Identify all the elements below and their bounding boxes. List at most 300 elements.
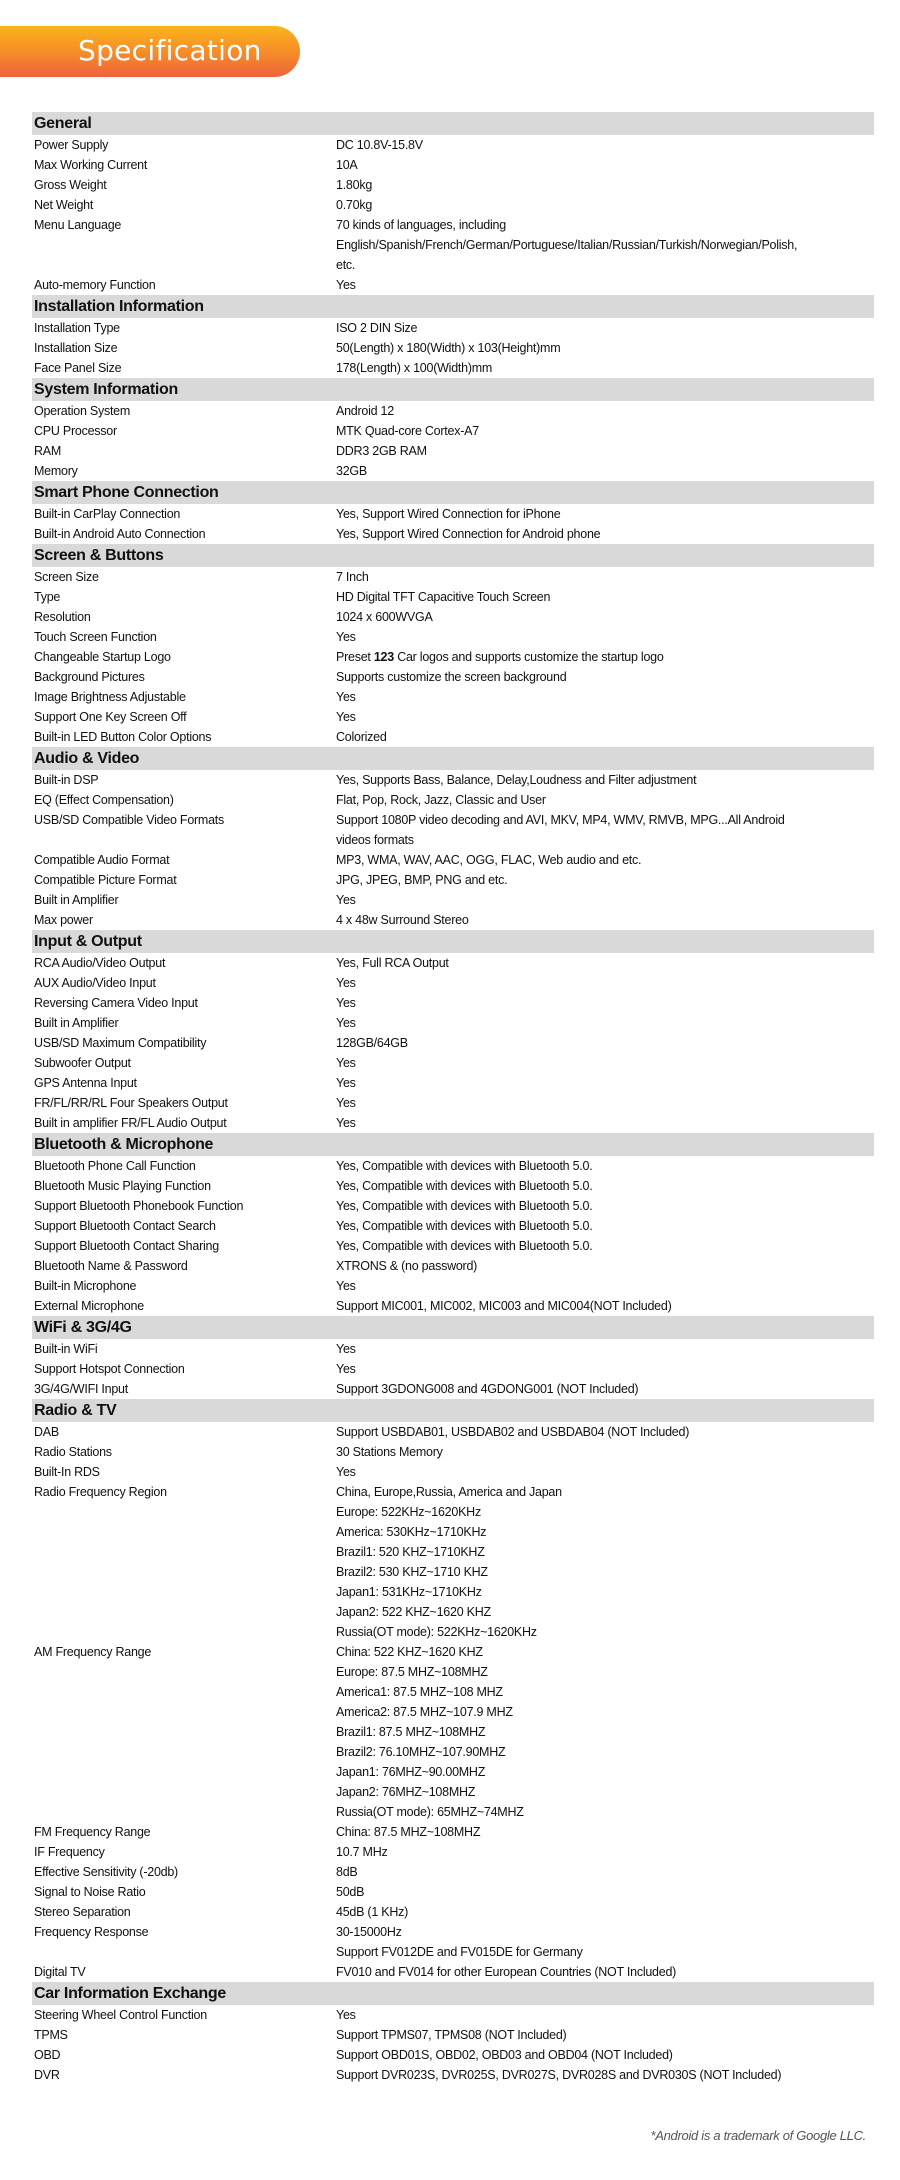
spec-value: [336, 810, 874, 850]
spec-value-line: Support USBDAB01, USBDAB02 and USBDAB04 (NOT Included): [336, 1425, 690, 1439]
spec-section: [32, 1982, 874, 2085]
spec-value-text: Preset: [336, 650, 374, 664]
spec-value: [336, 504, 874, 524]
spec-value: [336, 1276, 874, 1296]
spec-value-line: Japan2: 76MHZ~108MHZ: [336, 1785, 476, 1799]
spec-value: [336, 461, 874, 481]
spec-value: [336, 441, 874, 461]
spec-value-line: Yes: [336, 690, 356, 704]
spec-label: Image Brightness Adjustable: [34, 690, 186, 704]
spec-row: [32, 441, 874, 461]
spec-label: AM Frequency Range: [34, 1645, 152, 1659]
spec-value: [336, 1922, 874, 1942]
spec-row: [32, 1093, 874, 1113]
spec-value: [336, 850, 874, 870]
spec-row: [32, 687, 874, 707]
footnote: *Android is a trademark of Google LLC.: [650, 2128, 866, 2143]
spec-value-line: 0.70kg: [336, 198, 373, 212]
spec-value: [336, 2045, 874, 2065]
section-header: Bluetooth & Microphone: [32, 1133, 874, 1156]
spec-row: [32, 1033, 874, 1053]
spec-label: Support Bluetooth Contact Search: [34, 1219, 216, 1233]
spec-value-line: DC 10.8V-15.8V: [336, 138, 423, 152]
spec-value-line: Yes, Compatible with devices with Bluetooth 5.0.: [336, 1199, 593, 1213]
spec-row: [32, 1942, 874, 1982]
spec-value-line: America: 530KHz~1710KHz: [336, 1525, 487, 1539]
banner-title: Specification: [78, 34, 262, 67]
spec-row: [32, 2025, 874, 2045]
spec-row: [32, 1862, 874, 1882]
spec-value-line: XTRONS & (no password): [336, 1259, 478, 1273]
spec-value: [336, 910, 874, 930]
spec-row: [32, 1296, 874, 1316]
spec-row: [32, 175, 874, 195]
spec-row: [32, 953, 874, 973]
spec-value: [336, 2025, 874, 2045]
spec-row: [32, 421, 874, 441]
spec-row: [32, 1422, 874, 1442]
spec-value: [336, 1902, 874, 1922]
spec-label: Type: [34, 590, 61, 604]
spec-row: [32, 1156, 874, 1176]
spec-value: [336, 275, 874, 295]
spec-row: [32, 1236, 874, 1256]
spec-value: [336, 770, 874, 790]
spec-value-line: 10A: [336, 158, 358, 172]
spec-row: [32, 770, 874, 790]
spec-row: [32, 318, 874, 338]
spec-label: Digital TV: [34, 1965, 86, 1979]
spec-label: Stereo Separation: [34, 1905, 131, 1919]
spec-row: [32, 1276, 874, 1296]
spec-label: Built-in CarPlay Connection: [34, 507, 181, 521]
spec-value-line: China: 522 KHZ~1620 KHZ: [336, 1645, 483, 1659]
spec-row: [32, 1902, 874, 1922]
spec-label: FR/FL/RR/RL Four Speakers Output: [34, 1096, 228, 1110]
spec-value: [336, 993, 874, 1013]
spec-label: Support Bluetooth Phonebook Function: [34, 1199, 244, 1213]
spec-value: [336, 175, 874, 195]
spec-row: [32, 215, 874, 275]
spec-row: [32, 1339, 874, 1359]
spec-value: [336, 2065, 874, 2085]
spec-row: [32, 910, 874, 930]
spec-value-line: America1: 87.5 MHZ~108 MHZ: [336, 1685, 503, 1699]
spec-label: Resolution: [34, 610, 91, 624]
spec-value-line: China: 87.5 MHZ~108MHZ: [336, 1825, 481, 1839]
spec-value-line: DDR3 2GB RAM: [336, 444, 427, 458]
spec-row: [32, 1113, 874, 1133]
spec-label: Max Working Current: [34, 158, 148, 172]
spec-row: [32, 627, 874, 647]
spec-value-line: [336, 647, 874, 667]
spec-value: [336, 421, 874, 441]
spec-value-line: Yes, Support Wired Connection for Android phone: [336, 527, 601, 541]
spec-section: [32, 1133, 874, 1316]
spec-label: Radio Frequency Region: [34, 1485, 167, 1499]
spec-value: [336, 1236, 874, 1256]
spec-value-line: 128GB/64GB: [336, 1036, 408, 1050]
spec-value-line: Yes: [336, 1116, 356, 1130]
spec-value-line: 8dB: [336, 1865, 358, 1879]
spec-value-line: Japan1: 76MHZ~90.00MHZ: [336, 1765, 486, 1779]
spec-value-line: Colorized: [336, 730, 387, 744]
spec-label: Bluetooth Phone Call Function: [34, 1159, 196, 1173]
spec-value-line: Brazil2: 530 KHZ~1710 KHZ: [336, 1565, 488, 1579]
spec-value-line: JPG, JPEG, BMP, PNG and etc.: [336, 873, 508, 887]
spec-value-highlight: 123: [373, 650, 394, 664]
spec-row: [32, 1842, 874, 1862]
spec-label: Built-In RDS: [34, 1465, 100, 1479]
spec-label: Face Panel Size: [34, 361, 122, 375]
spec-value: [336, 1113, 874, 1133]
spec-value: [336, 1216, 874, 1236]
spec-value-line: Support 1080P video decoding and AVI, MKV, MP4, WMV, RMVB, MPG...All Android: [336, 813, 785, 827]
spec-value-line: Android 12: [336, 404, 394, 418]
spec-value-line: Support MIC001, MIC002, MIC003 and MIC004(NOT Included): [336, 1299, 672, 1313]
spec-label: Touch Screen Function: [34, 630, 157, 644]
spec-value: [336, 647, 874, 667]
spec-section: [32, 481, 874, 544]
spec-value: [336, 1842, 874, 1862]
spec-value-line: Brazil1: 520 KHZ~1710KHZ: [336, 1545, 485, 1559]
spec-value-line: Yes, Supports Bass, Balance, Delay,Loudness and Filter adjustment: [336, 773, 697, 787]
spec-section: [32, 112, 874, 295]
spec-value-line: 1024 x 600WVGA: [336, 610, 433, 624]
spec-section: [32, 747, 874, 930]
spec-value: [336, 890, 874, 910]
spec-row: [32, 1073, 874, 1093]
spec-value-line: Brazil1: 87.5 MHZ~108MHZ: [336, 1725, 486, 1739]
spec-label: Net Weight: [34, 198, 94, 212]
spec-value-line: Yes, Support Wired Connection for iPhone: [336, 507, 561, 521]
spec-value-line: 10.7 MHz: [336, 1845, 388, 1859]
spec-row: [32, 2045, 874, 2065]
spec-value-line: Yes: [336, 630, 356, 644]
spec-label: Compatible Picture Format: [34, 873, 177, 887]
section-header: Smart Phone Connection: [32, 481, 874, 504]
section-header: General: [32, 112, 874, 135]
spec-row: [32, 524, 874, 544]
spec-row: [32, 275, 874, 295]
spec-label: Compatible Audio Format: [34, 853, 170, 867]
spec-value-line: English/Spanish/French/German/Portuguese/Italian/Russian/Turkish/Norwegian/Polish,: [336, 238, 798, 252]
spec-label: Bluetooth Music Playing Function: [34, 1179, 211, 1193]
spec-label: TPMS: [34, 2028, 68, 2042]
spec-label: 3G/4G/WIFI Input: [34, 1382, 128, 1396]
spec-value-text: Car logos and supports customize the startup logo: [393, 650, 664, 664]
spec-label: Operation System: [34, 404, 131, 418]
spec-value-line: 30 Stations Memory: [336, 1445, 443, 1459]
spec-value: [336, 1013, 874, 1033]
section-header: Screen & Buttons: [32, 544, 874, 567]
spec-value-line: Yes: [336, 976, 356, 990]
spec-label: RAM: [34, 444, 62, 458]
spec-row: [32, 1462, 874, 1482]
spec-value-line: Europe: 522KHz~1620KHz: [336, 1505, 481, 1519]
spec-label: IF Frequency: [34, 1845, 105, 1859]
spec-row: [32, 1822, 874, 1842]
spec-row: [32, 1256, 874, 1276]
spec-value: [336, 155, 874, 175]
spec-value: [336, 1156, 874, 1176]
spec-value-line: Europe: 87.5 MHZ~108MHZ: [336, 1665, 488, 1679]
spec-label: Steering Wheel Control Function: [34, 2008, 207, 2022]
spec-value: [336, 707, 874, 727]
spec-value-line: 30-15000Hz: [336, 1925, 402, 1939]
spec-value-line: videos formats: [336, 833, 414, 847]
spec-value-line: Yes: [336, 1465, 356, 1479]
spec-row: [32, 810, 874, 850]
spec-section: [32, 1316, 874, 1399]
spec-value-line: Russia(OT mode): 65MHZ~74MHZ: [336, 1805, 524, 1819]
spec-value-line: 50(Length) x 180(Width) x 103(Height)mm: [336, 341, 561, 355]
spec-value: [336, 1942, 874, 1982]
spec-value: [336, 567, 874, 587]
spec-value-line: Yes, Full RCA Output: [336, 956, 449, 970]
spec-value-line: Yes: [336, 1076, 356, 1090]
spec-value: [336, 1422, 874, 1442]
spec-label: Gross Weight: [34, 178, 107, 192]
spec-label: Built in Amplifier: [34, 893, 119, 907]
spec-value: [336, 687, 874, 707]
spec-value-line: Yes, Compatible with devices with Bluetooth 5.0.: [336, 1179, 593, 1193]
spec-value-line: 7 Inch: [336, 570, 369, 584]
spec-section: [32, 378, 874, 481]
section-header: Audio & Video: [32, 747, 874, 770]
spec-value: [336, 1642, 874, 1822]
spec-row: [32, 338, 874, 358]
spec-value-line: Russia(OT mode): 522KHz~1620KHz: [336, 1625, 537, 1639]
spec-label: GPS Antenna Input: [34, 1076, 137, 1090]
spec-label: Built in amplifier FR/FL Audio Output: [34, 1116, 227, 1130]
spec-value: [336, 1379, 874, 1399]
spec-row: [32, 607, 874, 627]
spec-label: USB/SD Compatible Video Formats: [34, 813, 225, 827]
spec-label: Built-in Microphone: [34, 1279, 137, 1293]
spec-value-line: Yes: [336, 278, 356, 292]
spec-label: Changeable Startup Logo: [34, 650, 171, 664]
spec-value-line: Yes, Compatible with devices with Bluetooth 5.0.: [336, 1239, 593, 1253]
spec-row: [32, 504, 874, 524]
spec-row: [32, 461, 874, 481]
spec-value-line: Support TPMS07, TPMS08 (NOT Included): [336, 2028, 567, 2042]
spec-value: [336, 135, 874, 155]
spec-value: [336, 1176, 874, 1196]
spec-label: DVR: [34, 2068, 60, 2082]
spec-label: Radio Stations: [34, 1445, 112, 1459]
spec-value: [336, 1339, 874, 1359]
spec-value: [336, 1482, 874, 1642]
spec-label: Installation Size: [34, 341, 118, 355]
spec-section: [32, 1399, 874, 1982]
spec-value-line: Yes: [336, 1016, 356, 1030]
spec-label: USB/SD Maximum Compatibility: [34, 1036, 207, 1050]
spec-value-line: Yes: [336, 1362, 356, 1376]
spec-value: [336, 870, 874, 890]
spec-value-line: Flat, Pop, Rock, Jazz, Classic and User: [336, 793, 546, 807]
spec-row: [32, 1922, 874, 1942]
spec-label: DAB: [34, 1425, 59, 1439]
spec-label: EQ (Effect Compensation): [34, 793, 174, 807]
spec-value-line: America2: 87.5 MHZ~107.9 MHZ: [336, 1705, 513, 1719]
spec-value-line: 50dB: [336, 1885, 365, 1899]
spec-row: [32, 667, 874, 687]
spec-value-line: Yes, Compatible with devices with Bluetooth 5.0.: [336, 1219, 593, 1233]
spec-value: [336, 953, 874, 973]
spec-value: [336, 1256, 874, 1276]
spec-label: Built-in Android Auto Connection: [34, 527, 206, 541]
spec-label: AUX Audio/Video Input: [34, 976, 156, 990]
spec-value-line: Yes: [336, 1342, 356, 1356]
spec-value: [336, 1882, 874, 1902]
spec-label: Built in Amplifier: [34, 1016, 119, 1030]
spec-section: [32, 930, 874, 1133]
spec-label: Built-in DSP: [34, 773, 99, 787]
spec-value-line: Japan1: 531KHz~1710KHz: [336, 1585, 482, 1599]
spec-value-line: FV010 and FV014 for other European Countries (NOT Included): [336, 1965, 677, 1979]
spec-value-line: Japan2: 522 KHZ~1620 KHZ: [336, 1605, 491, 1619]
specification-table: [32, 112, 874, 2085]
spec-row: [32, 790, 874, 810]
spec-label: Auto-memory Function: [34, 278, 156, 292]
spec-row: [32, 1176, 874, 1196]
spec-label: Memory: [34, 464, 78, 478]
spec-row: [32, 1053, 874, 1073]
spec-label: Built-in WiFi: [34, 1342, 98, 1356]
spec-label: Subwoofer Output: [34, 1056, 131, 1070]
spec-row: [32, 1442, 874, 1462]
spec-value-line: Supports customize the screen background: [336, 670, 567, 684]
section-header: Radio & TV: [32, 1399, 874, 1422]
spec-value-line: Yes, Compatible with devices with Bluetooth 5.0.: [336, 1159, 593, 1173]
spec-value-line: MP3, WMA, WAV, AAC, OGG, FLAC, Web audio and etc.: [336, 853, 642, 867]
spec-value: [336, 973, 874, 993]
spec-value-line: Brazil2: 76.10MHZ~107.90MHZ: [336, 1745, 506, 1759]
spec-row: [32, 587, 874, 607]
spec-section: [32, 544, 874, 747]
spec-value-line: 32GB: [336, 464, 367, 478]
spec-row: [32, 567, 874, 587]
spec-label: Built-in LED Button Color Options: [34, 730, 212, 744]
spec-value-line: HD Digital TFT Capacitive Touch Screen: [336, 590, 551, 604]
spec-value-line: Yes: [336, 710, 356, 724]
spec-value-line: 70 kinds of languages, including: [336, 218, 506, 232]
spec-value-line: Yes: [336, 1056, 356, 1070]
spec-label: Background Pictures: [34, 670, 145, 684]
specification-banner: [0, 26, 300, 77]
spec-label: FM Frequency Range: [34, 1825, 151, 1839]
spec-label: Reversing Camera Video Input: [34, 996, 198, 1010]
spec-value: [336, 1359, 874, 1379]
spec-value-line: etc.: [336, 258, 356, 272]
spec-value: [336, 1196, 874, 1216]
spec-value-line: ISO 2 DIN Size: [336, 321, 418, 335]
spec-row: [32, 401, 874, 421]
spec-row: [32, 707, 874, 727]
spec-label: Installation Type: [34, 321, 120, 335]
spec-value-line: Support FV012DE and FV015DE for Germany: [336, 1945, 583, 1959]
spec-value: [336, 1296, 874, 1316]
spec-value-line: Support DVR023S, DVR025S, DVR027S, DVR028S and DVR030S (NOT Included): [336, 2068, 782, 2082]
spec-row: [32, 727, 874, 747]
spec-label: Support One Key Screen Off: [34, 710, 187, 724]
spec-row: [32, 1642, 874, 1822]
section-header: Input & Output: [32, 930, 874, 953]
spec-label: Support Bluetooth Contact Sharing: [34, 1239, 219, 1253]
spec-value-line: Yes: [336, 1096, 356, 1110]
spec-row: [32, 358, 874, 378]
spec-row: [32, 1882, 874, 1902]
spec-row: [32, 2005, 874, 2025]
spec-value: [336, 1862, 874, 1882]
spec-value-line: 4 x 48w Surround Stereo: [336, 913, 469, 927]
spec-value: [336, 1093, 874, 1113]
spec-row: [32, 1359, 874, 1379]
spec-label: Max power: [34, 913, 93, 927]
spec-value-line: Yes: [336, 2008, 356, 2022]
spec-value: [336, 338, 874, 358]
spec-row: [32, 870, 874, 890]
spec-value-line: 1.80kg: [336, 178, 373, 192]
spec-value-line: China, Europe,Russia, America and Japan: [336, 1485, 562, 1499]
spec-value: [336, 1462, 874, 1482]
spec-value-line: Yes: [336, 893, 356, 907]
spec-row: [32, 135, 874, 155]
spec-row: [32, 973, 874, 993]
spec-row: [32, 1482, 874, 1642]
section-header: System Information: [32, 378, 874, 401]
spec-value: [336, 587, 874, 607]
spec-label: Support Hotspot Connection: [34, 1362, 185, 1376]
spec-value-line: MTK Quad-core Cortex-A7: [336, 424, 479, 438]
spec-value-line: Yes: [336, 996, 356, 1010]
spec-value: [336, 1442, 874, 1462]
spec-value: [336, 318, 874, 338]
spec-value: [336, 524, 874, 544]
spec-row: [32, 647, 874, 667]
spec-label: OBD: [34, 2048, 61, 2062]
spec-label: Power Supply: [34, 138, 109, 152]
spec-value-line: Yes: [336, 1279, 356, 1293]
spec-label: Screen Size: [34, 570, 99, 584]
spec-value: [336, 195, 874, 215]
spec-value: [336, 790, 874, 810]
spec-value: [336, 727, 874, 747]
spec-value: [336, 1073, 874, 1093]
spec-label: Menu Language: [34, 218, 122, 232]
spec-value-line: 45dB (1 KHz): [336, 1905, 409, 1919]
spec-row: [32, 1216, 874, 1236]
section-header: Car Information Exchange: [32, 1982, 874, 2005]
spec-value: [336, 607, 874, 627]
spec-value-line: Support OBD01S, OBD02, OBD03 and OBD04 (NOT Included): [336, 2048, 673, 2062]
spec-row: [32, 2065, 874, 2085]
spec-label: Signal to Noise Ratio: [34, 1885, 146, 1899]
spec-label: RCA Audio/Video Output: [34, 956, 166, 970]
spec-row: [32, 1379, 874, 1399]
spec-label: Bluetooth Name & Password: [34, 1259, 188, 1273]
spec-value: [336, 1033, 874, 1053]
spec-label: External Microphone: [34, 1299, 144, 1313]
spec-value: [336, 627, 874, 647]
spec-row: [32, 890, 874, 910]
spec-label: CPU Processor: [34, 424, 117, 438]
spec-row: [32, 195, 874, 215]
spec-row: [32, 850, 874, 870]
spec-label: Effective Sensitivity (-20db): [34, 1865, 178, 1879]
spec-value: [336, 2005, 874, 2025]
